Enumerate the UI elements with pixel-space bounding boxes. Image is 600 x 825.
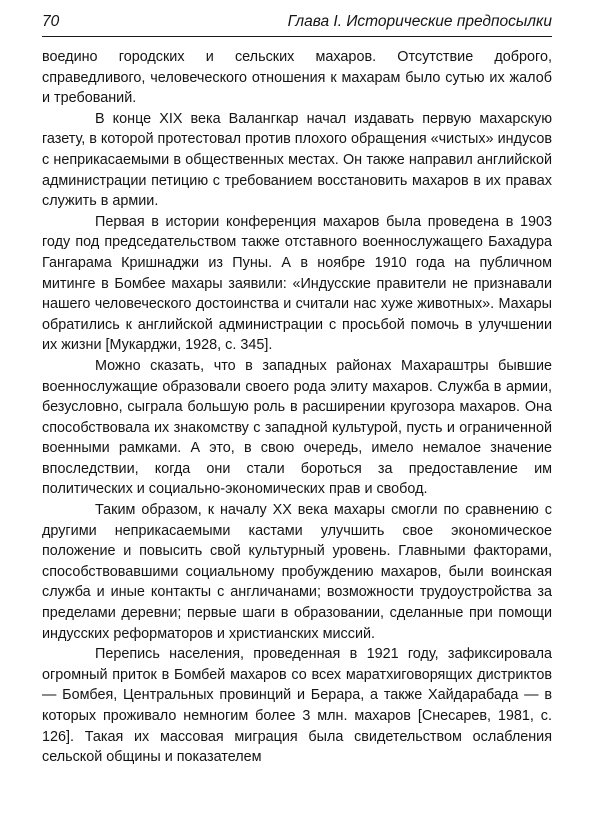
paragraph-social-awakening: Таким образом, к началу XX века махары смогли по сравнению с другими неприкасаемыми кастами улучшить свое экономическое положение и повысить свой культурный уровень. Главными факторами, способствовавшими социальному пробуждению махаров, были воинская служба и иные контакты с англичанами; возможности трудоустройства за пределами деревни; первые шаги в образовании, сделанные при помощи индусских реформаторов и христианских миссий. <box>42 502 552 642</box>
chapter-title: Глава I. Исторические предпосылки <box>287 13 552 30</box>
paragraph-military-elite: Можно сказать, что в западных районах Махараштры бывшие военнослужащие образовали своего рода элиту махаров. Служба в армии, безусловно, сыграла большую роль в расширении кругозора махаров. Она способствовала их знакомству с западной культурой, пусть и ограниченной военными рамками. А это, в свою очередь, имело немалое значение впоследствии, когда они стали бороться за предоставление им политических и социально-экономических прав и свобод. <box>42 357 552 498</box>
body-text <box>42 47 552 768</box>
running-header <box>42 10 552 37</box>
paragraph-first-conference: Первая в истории конференция махаров была проведена в 1903 году под председательством также отставного военнослужащего Бахадура Гангарама Кришнаджи из Пуны. А в ноябре 1910 года на публичном митинге в Бомбее махары заявили: «Индусские правители не признавали нашего человеческого достоинства и считали нас хуже животных». Махары обратились к английской администрации с просьбой помочь в улучшении их жизни [Мукарджи, 1928, с. 345]. <box>42 213 552 354</box>
page-number: 70 <box>42 13 60 30</box>
paragraph-census-1921: Перепись населения, проведенная в 1921 году, зафиксировала огромный приток в Бомбей махаров со всех маратхиговорящих дистриктов — Бомбея, Центральных провинций и Берара, а также Хайдарабада — в которых проживало немногим более 3 млн. махаров [Снесарев, 1981, с. 126]. Такая их массовая миграция была свидетельством ослабления сельской общины и показателем <box>42 646 552 766</box>
paragraph-valangkar-newspaper: В конце XIX века Валангкар начал издавать первую махарскую газету, в которой протестовал против плохого обращения «чистых» индусов с неприкасаемыми в общественных местах. Он также направил английской администрации петицию с требованием восстановить махаров в их правах служить в армии. <box>42 110 552 210</box>
paragraph-continuation: воедино городских и сельских махаров. Отсутствие доброго, справедливого, человеческого отношения к махарам было сутью их жалоб и требований. <box>42 49 552 107</box>
book-page <box>42 10 552 768</box>
